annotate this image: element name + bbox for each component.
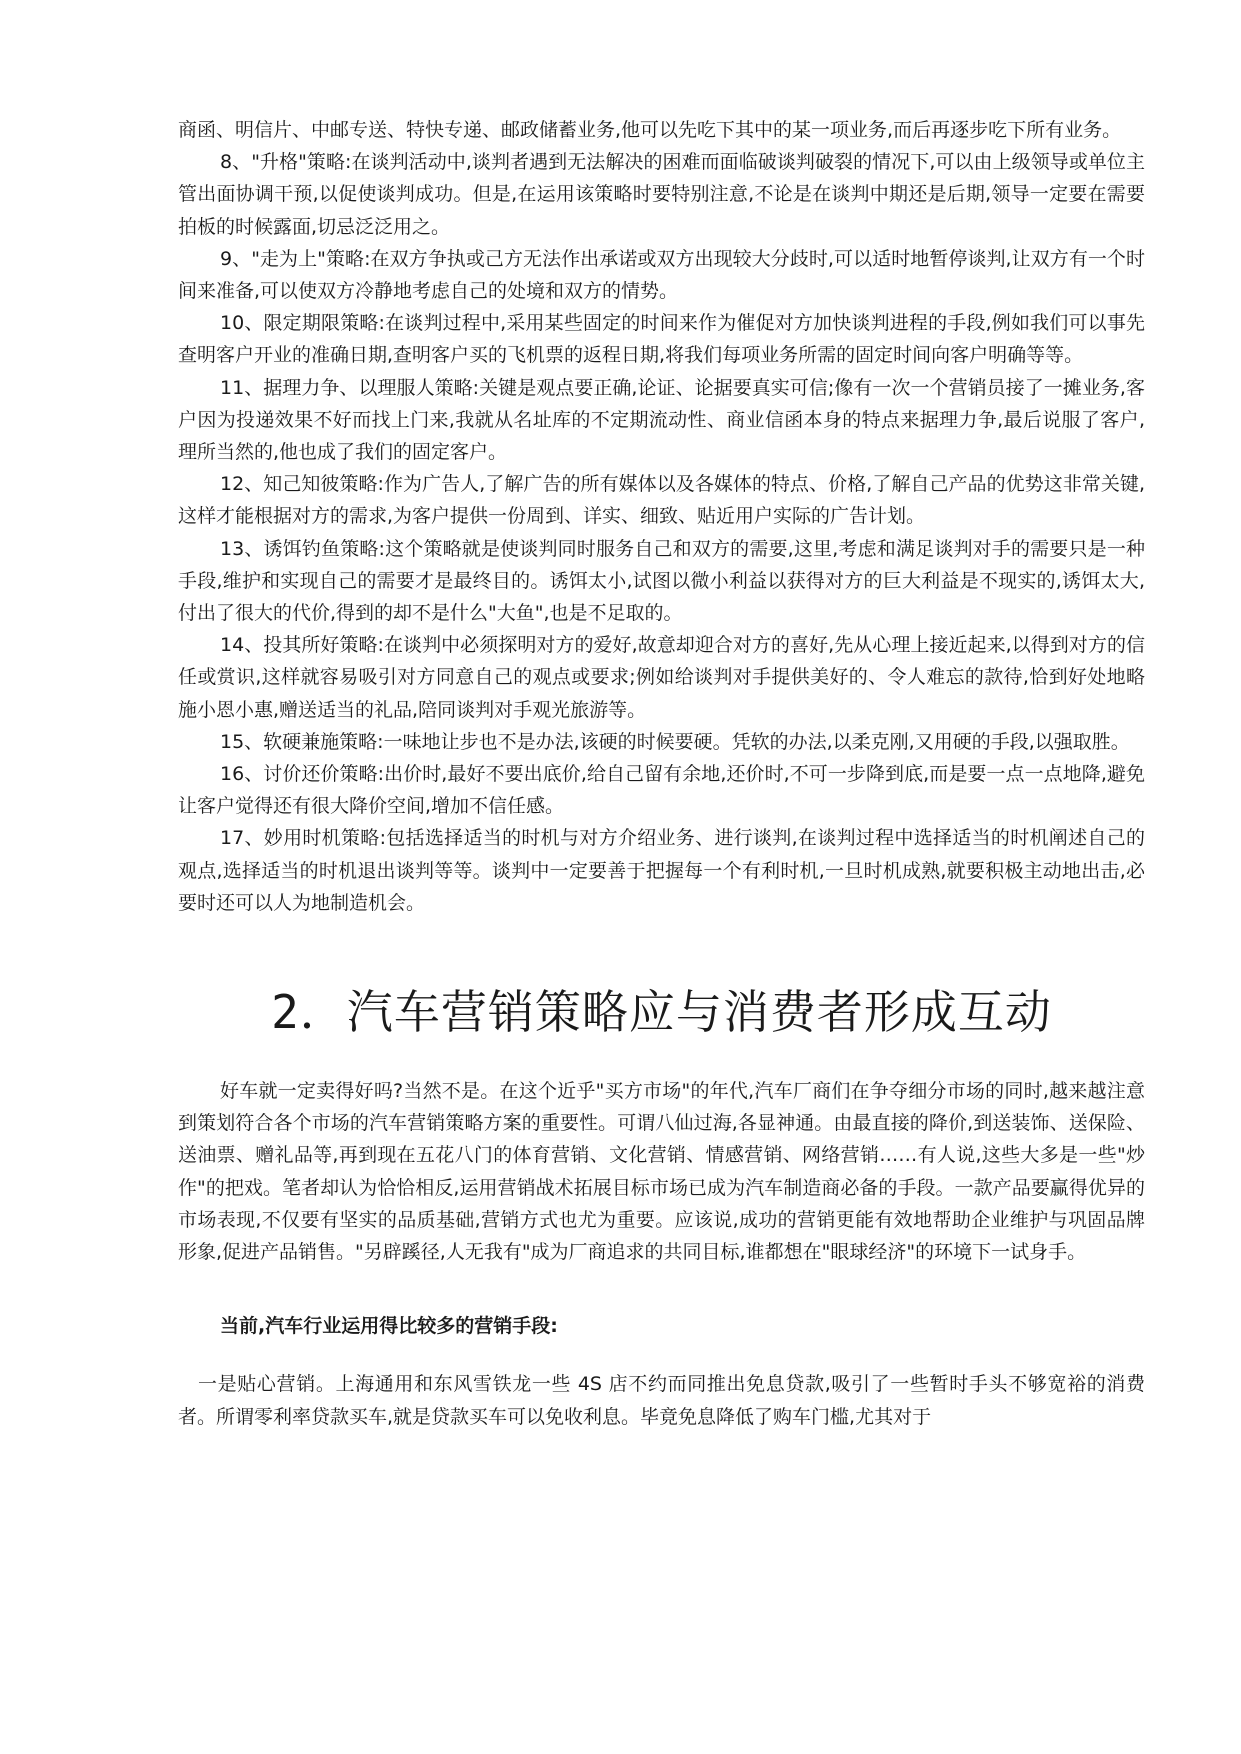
strategy-item-15: 15、软硬兼施策略:一味地让步也不是办法,该硬的时候要硬。凭软的办法,以柔克刚,又用硬的手段,以强取胜。 bbox=[220, 730, 1130, 753]
strategy-item-17: 17、妙用时机策略:包括选择适当的时机与对方介绍业务、进行谈判,在谈判过程中选择适当的时机阐述自己的观点,选择适当的时机退出谈判等等。谈判中一定要善于把握每一个有利时机,一旦时机成熟,就要积极主动地出击,必要时还可以人为地制造机会。 bbox=[178, 827, 1145, 914]
strategy-item-14: 14、投其所好策略:在谈判中必须探明对方的爱好,故意却迎合对方的喜好,先从心理上接近起来,以得到对方的信任或赏识,这样就容易吸引对方同意自己的观点或要求;例如给谈判对手提供美好的、令人难忘的款待,恰到好处地略施小恩小惠,赠送适当的礼品,陪同谈判对手观光旅游等。 bbox=[178, 634, 1145, 721]
strategy-item-16: 16、讨价还价策略:出价时,最好不要出底价,给自己留有余地,还价时,不可一步降到底,而是要一点一点地降,避免让客户觉得还有很大降价空间,增加不信任感。 bbox=[178, 763, 1145, 818]
subheading: 当前,汽车行业运用得比较多的营销手段: bbox=[220, 1315, 558, 1338]
strategy-item-10: 10、限定期限策略:在谈判过程中,采用某些固定的时间来作为催促对方加快谈判进程的手段,例如我们可以事先查明客户开业的准确日期,查明客户买的飞机票的返程日期,将我们每项业务所需的固定时间向客户明确等等。 bbox=[178, 312, 1145, 367]
section-paragraph: 好车就一定卖得好吗?当然不是。在这个近乎"买方市场"的年代,汽车厂商们在争夺细分市场的同时,越来越注意到策划符合各个市场的汽车营销策略方案的重要性。可谓八仙过海,各显神通。由最直接的降价,到送装饰、送保险、送油票、赠礼品等,再到现在五花八门的体育营销、文化营销、情感营销、网络营销……有人说,这些大多是一些"炒作"的把戏。笔者却认为恰恰相反,运用营销战术拓展目标市场已成为汽车制造商必备的手段。一款产品要赢得优异的市场表现,不仅要有坚实的品质基础,营销方式也尤为重要。应该说,成功的营销更能有效地帮助企业维护与巩固品牌形象,促进产品销售。"另辟蹊径,人无我有"成为厂商追求的共同目标,谁都想在"眼球经济"的环境下一试身手。 bbox=[178, 1080, 1145, 1264]
strategy-item-8: 8、"升格"策略:在谈判活动中,谈判者遇到无法解决的困难而面临破谈判破裂的情况下,可以由上级领导或单位主管出面协调干预,以促使谈判成功。但是,在运用该策略时要特别注意,不论是在谈判中期还是后期,领导一定要在需要拍板的时候露面,切忌泛泛用之。 bbox=[178, 151, 1145, 238]
strategy-item-12: 12、知己知彼策略:作为广告人,了解广告的所有媒体以及各媒体的特点、价格,了解自己产品的优势这非常关键,这样才能根据对方的需求,为客户提供一份周到、详实、细致、贴近用户实际的广告计划。 bbox=[178, 473, 1145, 528]
intro-paragraph: 商函、明信片、中邮专送、特快专递、邮政储蓄业务,他可以先吃下其中的某一项业务,而后再逐步吃下所有业务。 bbox=[178, 119, 1122, 141]
strategy-item-13: 13、诱饵钓鱼策略:这个策略就是使谈判同时服务自己和双方的需要,这里,考虑和满足谈判对手的需要只是一种手段,维护和实现自己的需要才是最终目的。诱饵太小,试图以微小利益以获得对方的巨大利益是不现实的,诱饵太大,付出了很大的代价,得到的却不是什么"大鱼",也是不足取的。 bbox=[178, 537, 1145, 625]
last-paragraph: 一是贴心营销。上海通用和东风雪铁龙一些 4S 店不约而同推出免息贷款,吸引了一些暂时手头不够宽裕的消费者。所谓零利率贷款买车,就是贷款买车可以免收利息。毕竟免息降低了购车门槛,尤其对于 bbox=[178, 1373, 1145, 1428]
strategy-item-9: 9、"走为上"策略:在双方争执或己方无法作出承诺或双方出现较大分歧时,可以适时地暂停谈判,让双方有一个时间来准备,可以使双方冷静地考虑自己的处境和双方的情势。 bbox=[178, 247, 1145, 303]
section-heading: 2．汽车营销策略应与消费者形成互动 bbox=[271, 985, 1052, 1040]
strategy-item-11: 11、据理力争、以理服人策略:关键是观点要正确,论证、论据要真实可信;像有一次一个营销员接了一摊业务,客户因为投递效果不好而找上门来,我就从名址库的不定期流动性、商业信函本身的特点来据理力争,最后说服了客户,理所当然的,他也成了我们的固定客户。 bbox=[178, 376, 1145, 464]
